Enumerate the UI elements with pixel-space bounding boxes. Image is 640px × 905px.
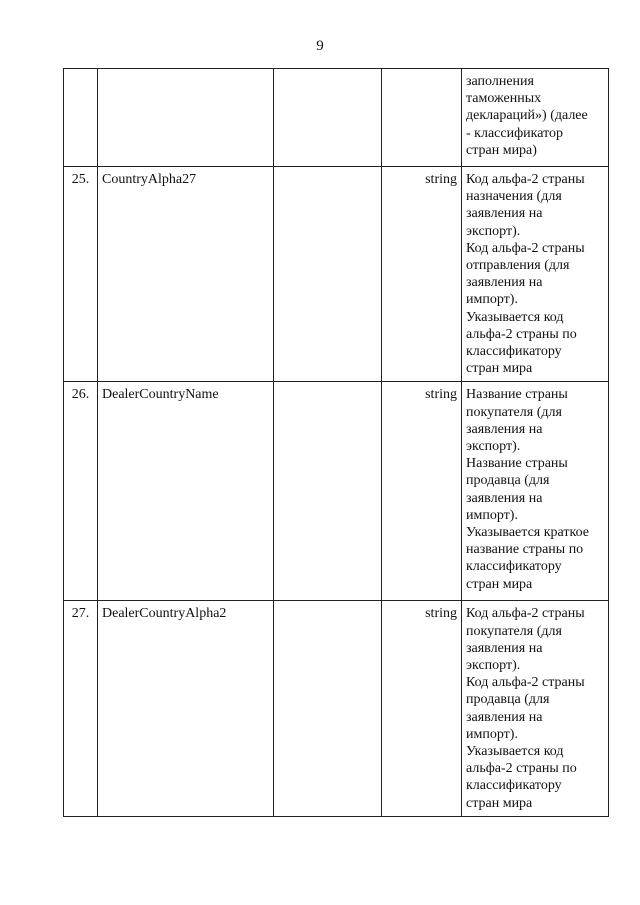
- field-name-cell: [98, 69, 274, 167]
- field-description-cell: Код альфа-2 страны покупателя (для заявления на экспорт). Код альфа-2 страны продавца (для заявления на импорт). Указывается код альфа-2 страны по классификатору стран мира: [462, 601, 609, 816]
- empty-cell: [274, 382, 382, 601]
- empty-cell: [274, 167, 382, 382]
- empty-cell: [274, 601, 382, 816]
- row-number-cell: [64, 69, 98, 167]
- field-description-cell: Код альфа-2 страны назначения (для заявления на экспорт). Код альфа-2 страны отправления (для заявления на импорт). Указывается код альфа-2 страны по классификатору стран мира: [462, 167, 609, 382]
- field-name-cell: CountryAlpha27: [98, 167, 274, 382]
- table-row: [64, 167, 609, 382]
- field-type-cell: string: [382, 167, 462, 382]
- table-row: [64, 601, 609, 816]
- field-type-cell: [382, 69, 462, 167]
- row-number-cell: 25.: [64, 167, 98, 382]
- empty-cell: [274, 69, 382, 167]
- field-type-cell: string: [382, 382, 462, 601]
- field-type-cell: string: [382, 601, 462, 816]
- field-name-cell: DealerCountryName: [98, 382, 274, 601]
- field-description-cell: заполнения таможенных деклараций») (далее - классификатор стран мира): [462, 69, 609, 167]
- table-row: [64, 69, 609, 167]
- row-number-cell: 26.: [64, 382, 98, 601]
- page-number: 9: [316, 38, 324, 54]
- table-row: [64, 382, 609, 601]
- fields-table: [63, 68, 609, 817]
- row-number-cell: 27.: [64, 601, 98, 816]
- field-name-cell: DealerCountryAlpha2: [98, 601, 274, 816]
- field-description-cell: Название страны покупателя (для заявления на экспорт). Название страны продавца (для заявления на импорт). Указывается краткое название страны по классификатору стран мира: [462, 382, 609, 601]
